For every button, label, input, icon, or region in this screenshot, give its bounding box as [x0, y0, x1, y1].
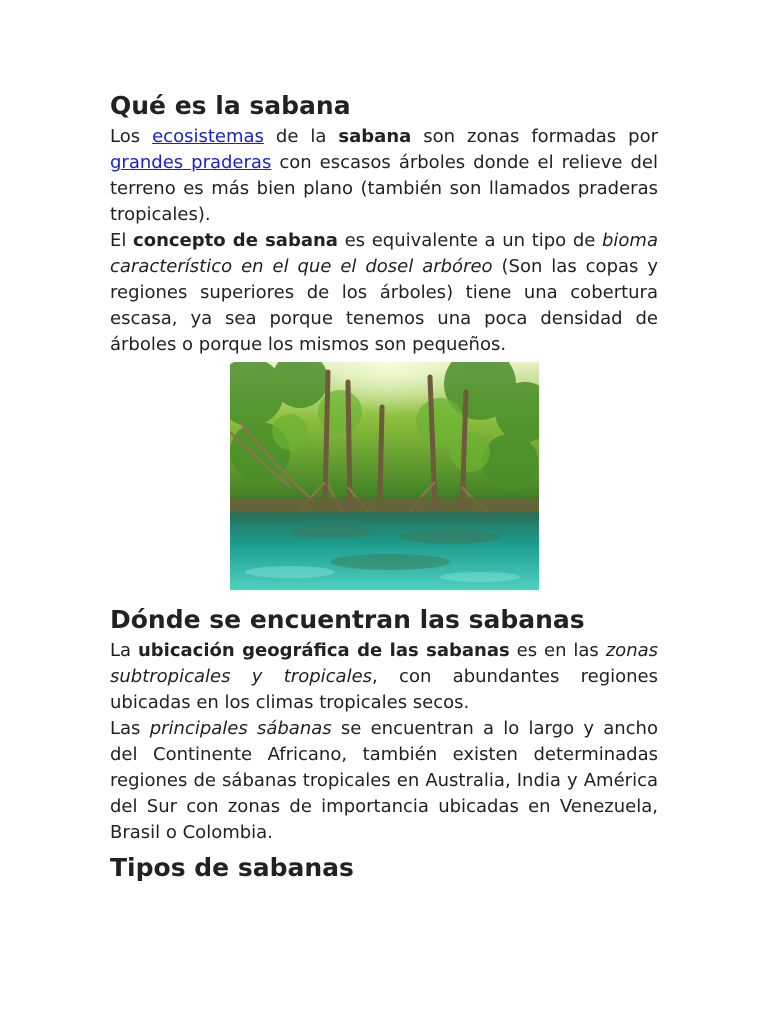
text-run: Los [110, 126, 153, 147]
text-run: (Son las copas y regiones superiores de los árboles) tiene una cobertura escasa, ya sea porque tenemos una poca densidad de árboles o porque los mismos son pequeños. [110, 256, 658, 355]
text-run: Las [110, 718, 150, 739]
italic-term-zonas: zonas subtropicales y tropicales [110, 640, 659, 687]
link-grandes-praderas[interactable]: grandes praderas [110, 152, 272, 173]
text-run: es equivalente a un tipo de [337, 230, 602, 251]
text-run: son zonas formadas por [411, 126, 658, 147]
text-run: con escasos árboles donde el relieve del terreno es más bien plano (también son llamados praderas tropicales). [110, 152, 658, 225]
paragraph-definicion [110, 124, 658, 228]
section-heading-tipos: Tipos de sabanas [110, 853, 354, 882]
bold-term-ubicacion: ubicación geográfica de las sabanas [137, 640, 510, 661]
text-run: de la [263, 126, 339, 147]
section-heading-donde: Dónde se encuentran las sabanas [110, 605, 585, 634]
text-run: El [110, 230, 134, 251]
text-run: es en las [509, 640, 606, 661]
mangrove-forest-photo [230, 362, 539, 590]
link-ecosistemas[interactable]: ecosistemas [152, 126, 264, 147]
bold-term-concepto: concepto de sabana [133, 230, 338, 251]
text-run: La [110, 640, 138, 661]
bold-term-sabana: sabana [338, 126, 412, 147]
section-heading-que-es: Qué es la sabana [110, 91, 351, 120]
paragraph-concepto [110, 228, 658, 358]
paragraph-principales [110, 716, 658, 846]
italic-term-principales: principales sábanas [149, 718, 332, 739]
document-page [110, 88, 658, 886]
photo-container [110, 362, 658, 594]
italic-term-bioma: bioma característico en el que el dosel arbóreo [110, 230, 658, 277]
paragraph-ubicacion [110, 638, 658, 716]
text-run: , con abundantes regiones ubicadas en los climas tropicales secos. [110, 666, 658, 713]
text-run: se encuentran a lo largo y ancho del Continente Africano, también existen determinadas regiones de sábanas tropicales en Australia, India y América del Sur con zonas de importancia ubicadas en Venezuela, Brasil o Colombia. [110, 718, 658, 843]
